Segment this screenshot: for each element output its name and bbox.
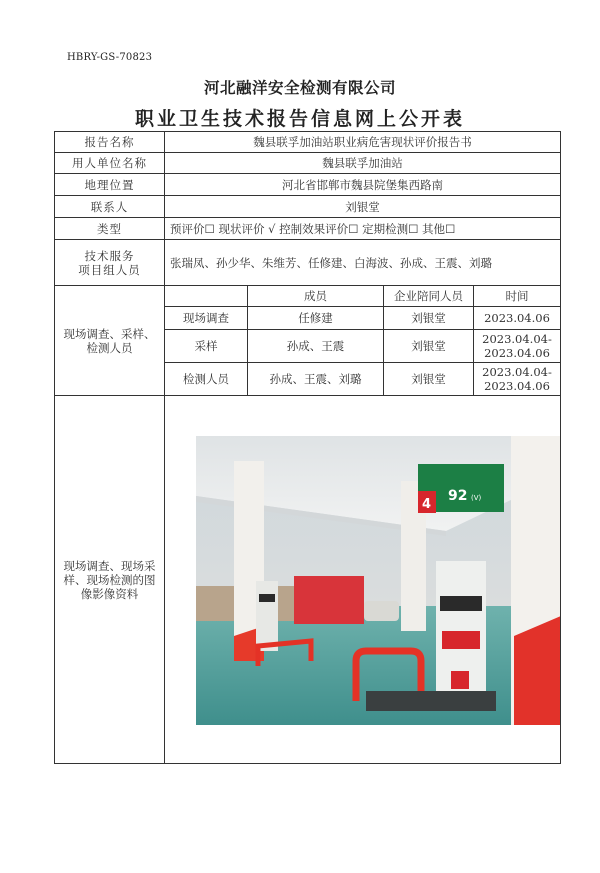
gas-station-illustration xyxy=(196,436,561,725)
survey-members: 孙成、王震、刘璐 xyxy=(248,363,384,396)
employer-value: 魏县联孚加油站 xyxy=(165,153,561,174)
survey-time-line1: 2023.04.06 xyxy=(484,311,550,325)
price-board-left-text: 4 xyxy=(422,497,432,512)
survey-time xyxy=(474,363,561,396)
price-board-grade-text: 92 xyxy=(448,488,468,504)
report-name-value: 魏县联孚加油站职业病危害现状评价报告书 xyxy=(165,132,561,153)
dispenser-left-shape xyxy=(256,581,278,651)
dispenser-panel-shape xyxy=(442,631,480,649)
team-label-line1: 技术服务 xyxy=(84,248,135,263)
contact-value: 刘银堂 xyxy=(165,196,561,218)
survey-header-members: 成员 xyxy=(248,286,384,307)
images-label xyxy=(55,396,165,764)
location-value: 河北省邯郸市魏县院堡集西路南 xyxy=(165,174,561,196)
dispenser-left-display-shape xyxy=(259,594,275,602)
dispenser-display-shape xyxy=(440,596,482,611)
type-value: 预评价☐ 现状评价 √ 控制效果评价☐ 定期检测☐ 其他☐ xyxy=(165,218,561,240)
dispenser-logo-shape xyxy=(451,671,469,689)
survey-accompany: 刘银堂 xyxy=(384,307,474,330)
survey-time-line1: 2023.04.04- xyxy=(482,365,552,379)
images-label-line3: 像影像资料 xyxy=(80,586,139,601)
images-label-line2: 样、现场检测的图 xyxy=(63,572,156,587)
survey-time-line2: 2023.04.06 xyxy=(484,346,550,360)
survey-time-line2: 2023.04.06 xyxy=(484,379,550,393)
page-title: 职业卫生技术报告信息网上公开表 xyxy=(134,108,465,130)
row-report-name xyxy=(55,132,561,153)
row-type xyxy=(55,218,561,240)
employer-label: 用人单位名称 xyxy=(55,153,165,174)
company-name: 河北融洋安全检测有限公司 xyxy=(203,78,396,97)
images-row xyxy=(55,396,561,764)
row-contact xyxy=(55,196,561,218)
survey-time xyxy=(474,330,561,363)
row-location xyxy=(55,174,561,196)
survey-members: 任修建 xyxy=(248,307,384,330)
survey-header-accompany: 企业陪同人员 xyxy=(384,286,474,307)
survey-accompany: 刘银堂 xyxy=(384,330,474,363)
document-code: HBRY-GS-70823 xyxy=(67,52,153,63)
team-label xyxy=(55,240,165,286)
survey-task: 采样 xyxy=(165,330,248,363)
survey-label-line1: 现场调查、采样、 xyxy=(63,326,156,341)
survey-time-line1: 2023.04.04- xyxy=(482,332,552,346)
price-board-unit-text: (V) xyxy=(471,494,482,502)
survey-label xyxy=(55,286,165,396)
images-cell xyxy=(165,396,561,764)
info-table xyxy=(54,131,561,764)
red-building-shape xyxy=(294,576,364,624)
survey-task: 检测人员 xyxy=(165,363,248,396)
row-employer xyxy=(55,153,561,174)
survey-task: 现场调查 xyxy=(165,307,248,330)
survey-accompany: 刘银堂 xyxy=(384,363,474,396)
survey-members: 孙成、王震 xyxy=(248,330,384,363)
team-label-line2: 项目组人员 xyxy=(78,262,141,277)
survey-header-blank xyxy=(165,286,248,307)
images-label-line1: 现场调查、现场采 xyxy=(63,558,156,573)
row-team xyxy=(55,240,561,286)
report-name-label: 报告名称 xyxy=(55,132,165,153)
location-label: 地理位置 xyxy=(55,174,165,196)
parked-car-shape xyxy=(364,601,399,621)
survey-label-line2: 检测人员 xyxy=(86,340,133,355)
type-label: 类型 xyxy=(55,218,165,240)
survey-header-time: 时间 xyxy=(474,286,561,307)
survey-time xyxy=(474,307,561,330)
survey-header-row xyxy=(55,286,561,307)
island-base-shape xyxy=(366,691,496,711)
site-photo xyxy=(196,436,561,725)
contact-label: 联系人 xyxy=(55,196,165,218)
team-value: 张瑞凤、孙少华、朱维芳、任修建、白海波、孙成、王震、刘璐 xyxy=(165,240,561,286)
